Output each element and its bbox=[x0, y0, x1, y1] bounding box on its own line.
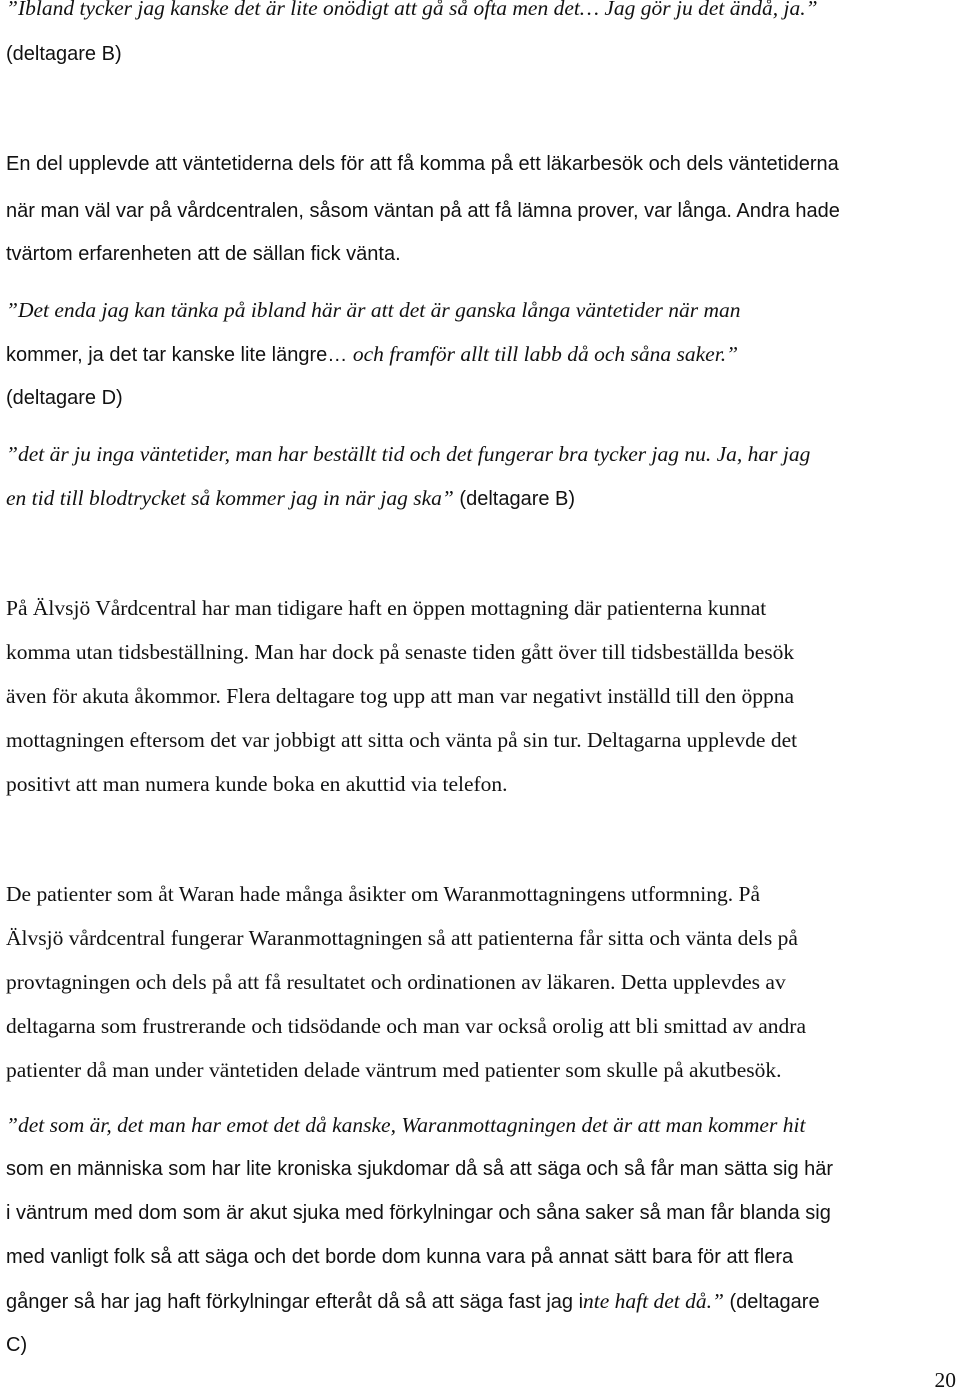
paragraph-line: En del upplevde att väntetiderna dels för att få komma på ett läkarbesök och dels väntetiderna bbox=[6, 153, 839, 175]
paragraph-line: deltagarna som frustrerande och tidsödande och man var också orolig att bli smittad av andra bbox=[6, 1014, 807, 1038]
paragraph-line: mottagningen eftersom det var jobbigt att sitta och vänta på sin tur. Deltagarna upplevde det bbox=[6, 728, 798, 752]
quote-line: med vanligt folk så att säga och det borde dom kunna vara på annat sätt bara för att flera bbox=[6, 1246, 794, 1268]
quote-text-italic: och framför allt till labb då och såna saker.” bbox=[352, 342, 739, 366]
quote-attribution: (deltagare B) bbox=[6, 43, 122, 65]
quote-line: i väntrum med dom som är akut sjuka med förkylningar och såna saker så man får blanda sig bbox=[6, 1202, 831, 1224]
paragraph-line: provtagningen och dels på att få resultatet och ordinationen av läkaren. Detta upplevdes av bbox=[6, 970, 786, 994]
quote-line bbox=[6, 484, 960, 513]
paragraph-line: även för akuta åkommor. Flera deltagare tog upp att man var negativt inställd till den öppna bbox=[6, 684, 795, 708]
quote-line: ”Ibland tycker jag kanske det är lite onödigt att gå så ofta men det… Jag gör ju det ändå, ja.” bbox=[6, 0, 818, 20]
paragraph-line: komma utan tidsbeställning. Man har dock på senaste tiden gått över till tidsbeställda besök bbox=[6, 640, 795, 664]
paragraph-line: när man väl var på vårdcentralen, såsom väntan på att få lämna prover, var långa. Andra hade bbox=[6, 200, 840, 222]
paragraph-line: tvärtom erfarenheten att de sällan fick vänta. bbox=[6, 243, 401, 265]
paragraph-line: På Älvsjö Vårdcentral har man tidigare haft en öppen mottagning där patienterna kunnat bbox=[6, 596, 767, 620]
quote-attribution: (deltagare D) bbox=[6, 387, 123, 409]
quote-text-italic: en tid till blodtrycket så kommer jag in när jag ska” bbox=[6, 486, 454, 510]
quote-text-italic: nte haft det då.” bbox=[583, 1289, 724, 1313]
quote-line: som en människa som har lite kroniska sjukdomar då så att säga och så får man sätta sig här bbox=[6, 1158, 834, 1180]
quote-line: ”det är ju inga väntetider, man har beställt tid och det fungerar bra tycker jag nu. Ja, har jag bbox=[6, 442, 811, 466]
quote-line bbox=[6, 340, 960, 369]
paragraph-line: patienter då man under väntetiden delade väntrum med patienter som skulle på akutbesök. bbox=[6, 1058, 782, 1082]
paragraph-line: De patienter som åt Waran hade många åsikter om Waranmottagningens utformning. På bbox=[6, 882, 761, 906]
quote-attribution: (deltagare B) bbox=[453, 488, 576, 510]
quote-text-plain: gånger så har jag haft förkylningar efteråt då så att säga fast jag i bbox=[6, 1291, 584, 1313]
quote-attribution: C) bbox=[6, 1334, 28, 1356]
paragraph-line: Älvsjö vårdcentral fungerar Waranmottagningen så att patienterna får sitta och vänta dels på bbox=[6, 926, 798, 950]
quote-line bbox=[6, 1287, 960, 1316]
page-number: 20 bbox=[934, 1368, 956, 1392]
quote-attribution: (deltagare bbox=[723, 1291, 820, 1313]
quote-line: ”det som är, det man har emot det då kanske, Waranmottagningen det är att man kommer hit bbox=[6, 1113, 806, 1137]
quote-text-plain: kommer, ja det tar kanske lite längre… bbox=[6, 344, 353, 366]
paragraph-line: positivt att man numera kunde boka en akuttid via telefon. bbox=[6, 772, 508, 796]
quote-line: ”Det enda jag kan tänka på ibland här är att det är ganska långa väntetider när man bbox=[6, 298, 741, 322]
